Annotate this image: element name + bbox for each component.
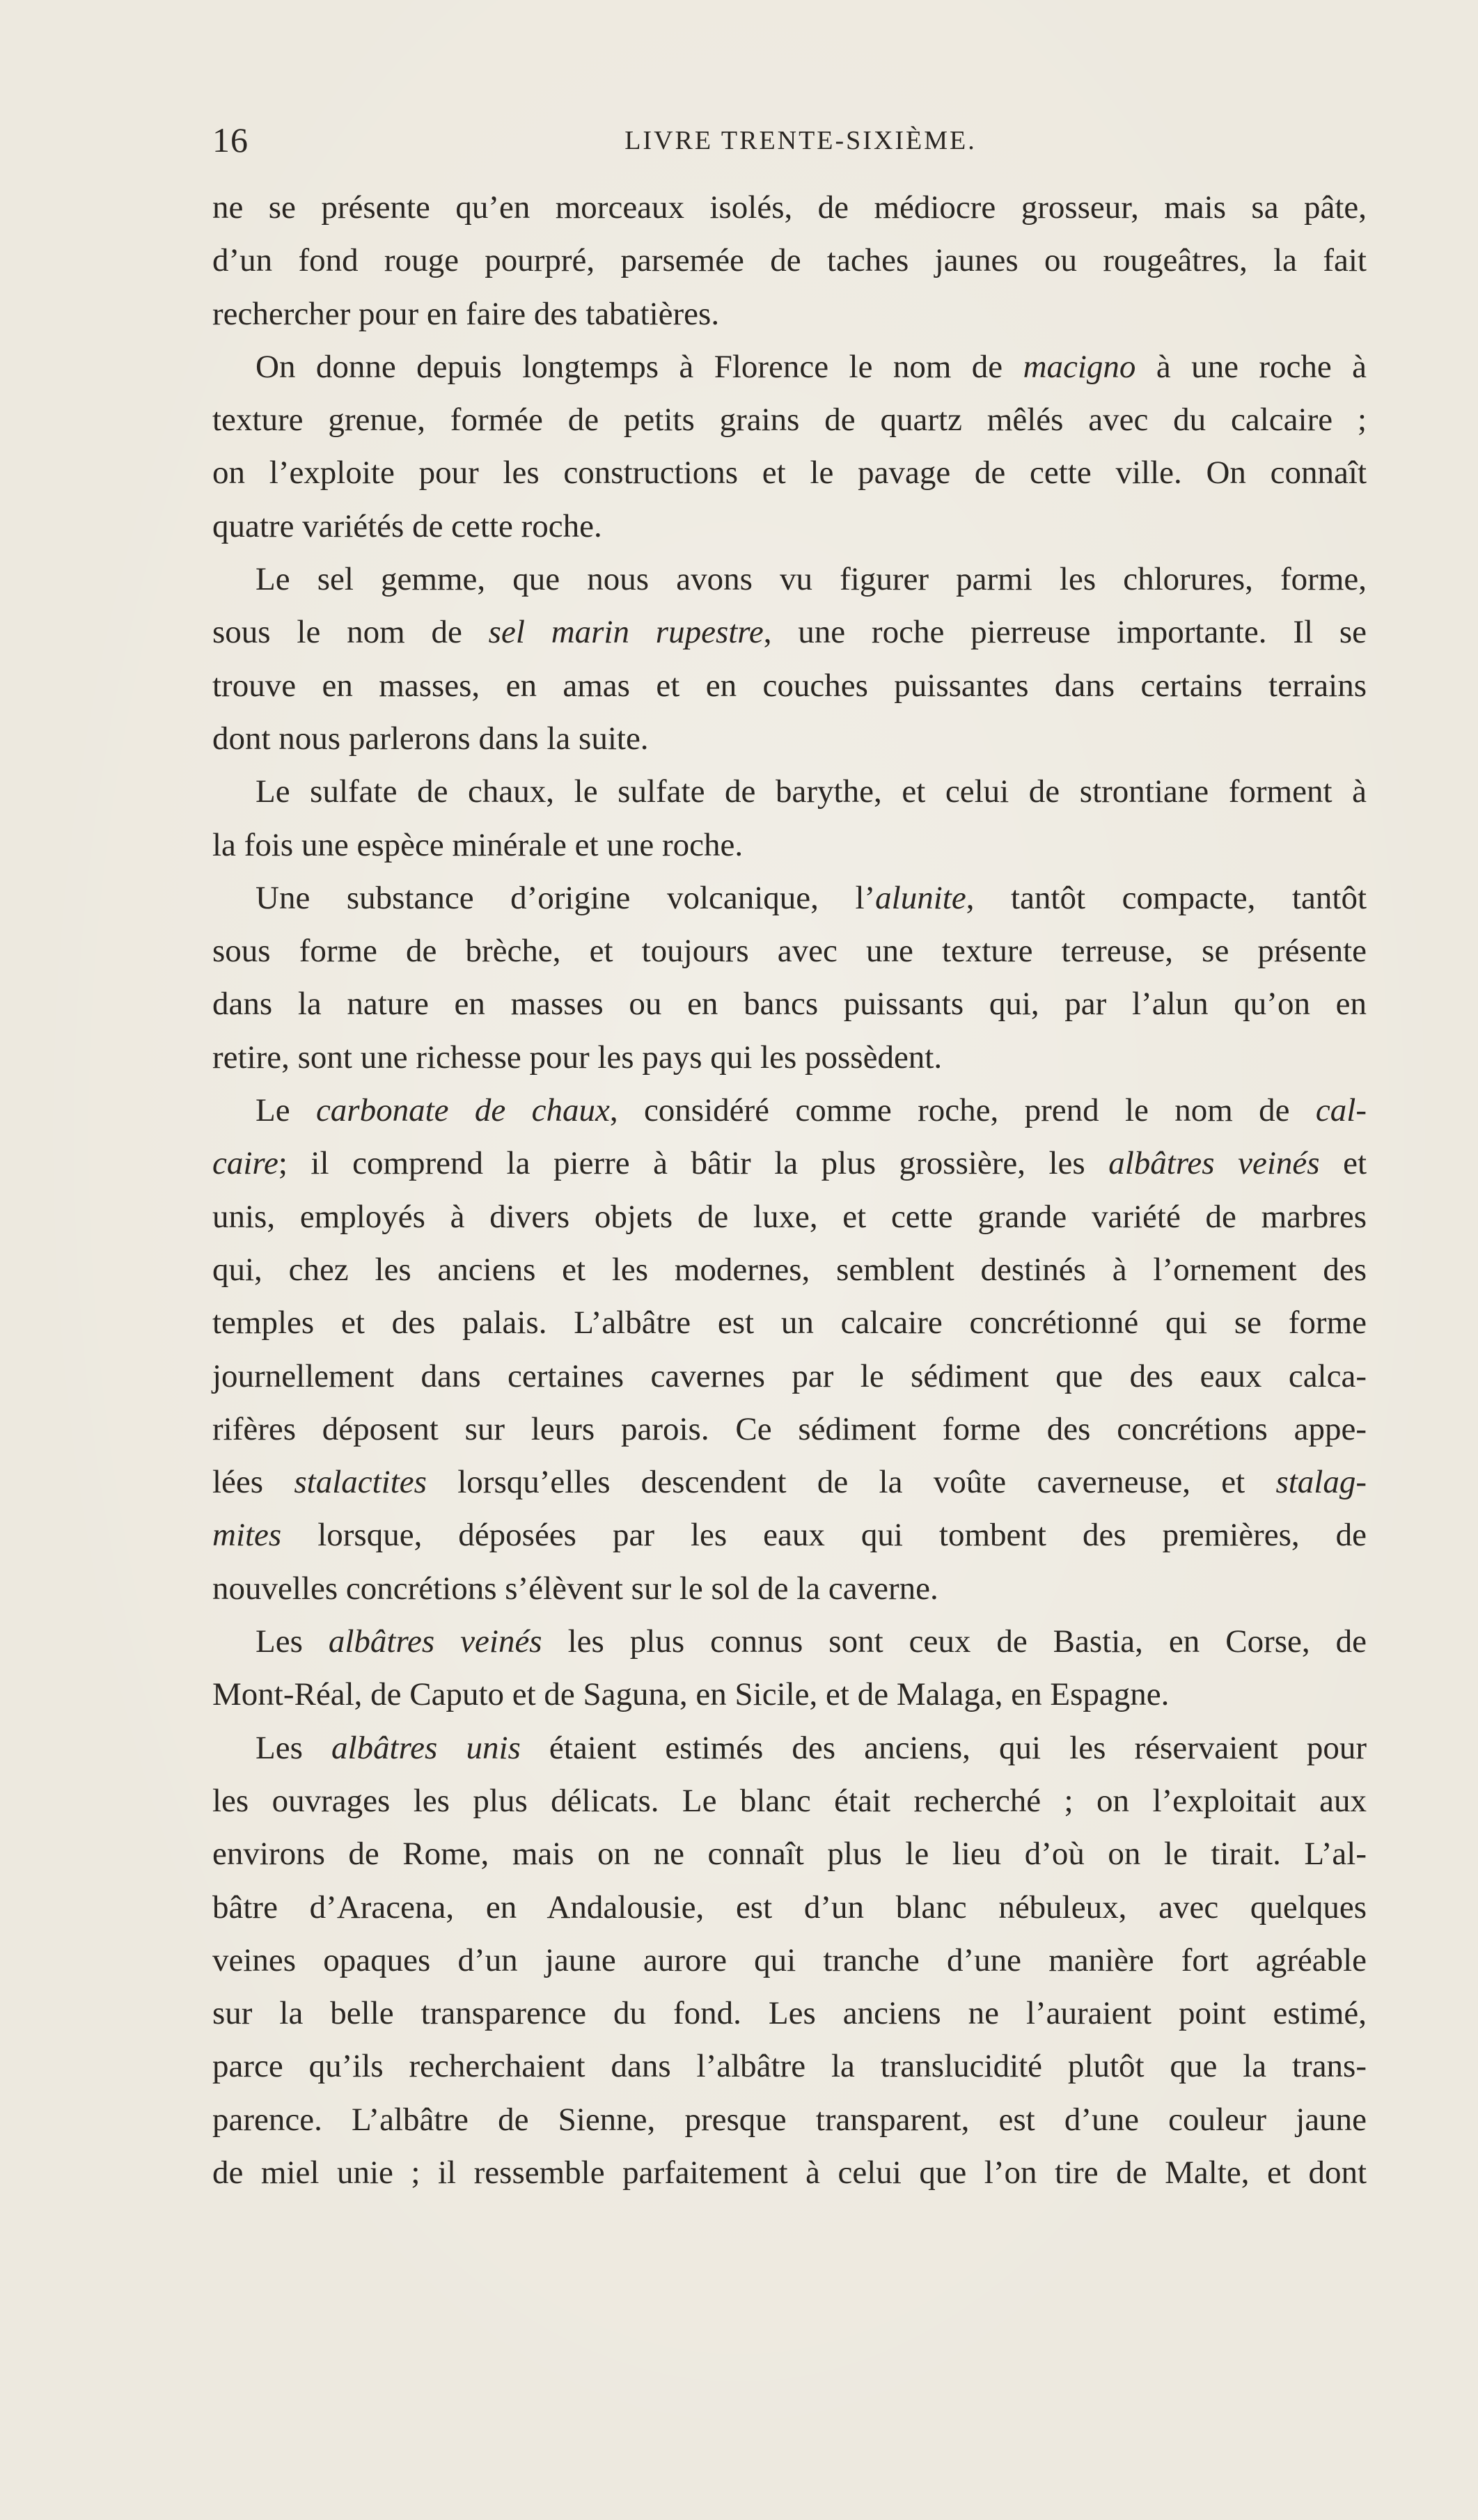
text-line: quatre variétés de cette roche. [212,507,602,544]
text-line: dans la nature en masses ou en bancs puissants qui, par l’alun qu’on en [212,986,1367,1023]
text-line: sous forme de brèche, et toujours avec une texture terreuse, se présente [212,933,1367,970]
text-line: caire; il comprend la pierre à bâtir la plus grossière, les albâtres veinés et [212,1145,1367,1182]
text-line: on l’exploite pour les constructions et le pavage de cette ville. On connaît [212,455,1367,491]
text-line: Le sel gemme, que nous avons vu figurer parmi les chlorures, forme, [255,561,1367,598]
text-line: mites lorsque, déposées par les eaux qui tombent des premières, de [212,1517,1367,1554]
text-line: Les albâtres veinés les plus connus sont ceux de Bastia, en Corse, de [255,1623,1367,1660]
text-line: temples et des palais. L’albâtre est un calcaire concrétionné qui se forme [212,1305,1367,1341]
text-line: d’un fond rouge pourpré, parsemée de taches jaunes ou rougeâtres, la fait [212,242,1367,279]
text-line: bâtre d’Aracena, en Andalousie, est d’un blanc nébuleux, avec quelques [212,1889,1367,1926]
text-body [212,181,1367,2199]
text-line: trouve en masses, en amas et en couches puissantes dans certains terrains [212,667,1367,704]
text-line: la fois une espèce minérale et une roche. [212,826,744,863]
text-line: journellement dans certaines cavernes par le sédiment que des eaux calca- [212,1357,1367,1394]
text-line: qui, chez les anciens et les modernes, semblent destinés à l’ornement des [212,1251,1367,1288]
text-line: parence. L’albâtre de Sienne, presque transparent, est d’une couleur jaune [212,2101,1367,2138]
running-head [212,120,1365,168]
text-line: ne se présente qu’en morceaux isolés, de médiocre grosseur, mais sa pâte, [212,189,1367,226]
page-number: 16 [212,120,249,159]
text-line: Le carbonate de chaux, considéré comme roche, prend le nom de cal- [255,1092,1367,1129]
text-line: Mont-Réal, de Caputo et de Saguna, en Sicile, et de Malaga, en Espagne. [212,1676,1170,1713]
text-line: sous le nom de sel marin rupestre, une roche pierreuse importante. Il se [212,614,1367,651]
text-line: Les albâtres unis étaient estimés des anciens, qui les réservaient pour [255,1729,1367,1766]
text-line: On donne depuis longtemps à Florence le nom de macigno à une roche à [255,348,1367,385]
text-line: rechercher pour en faire des tabatières. [212,295,720,332]
text-line: lées stalactites lorsqu’elles descendent de la voûte caverneuse, et stalag- [212,1464,1367,1501]
text-line: texture grenue, formée de petits grains de quartz mêlés avec du calcaire ; [212,402,1367,439]
text-line: environs de Rome, mais on ne connaît plus le lieu d’où on le tirait. L’al- [212,1836,1367,1873]
text-line: Une substance d’origine volcanique, l’alunite, tantôt compacte, tantôt [255,879,1367,916]
text-line: dont nous parlerons dans la suite. [212,720,649,757]
running-title: LIVRE TRENTE-SIXIÈME. [624,126,977,155]
text-line: Le sulfate de chaux, le sulfate de barythe, et celui de strontiane forment à [255,773,1367,810]
text-line: parce qu’ils recherchaient dans l’albâtre la translucidité plutôt que la trans- [212,2048,1367,2085]
text-line: les ouvrages les plus délicats. Le blanc était recherché ; on l’exploitait aux [212,1782,1367,1819]
text-line: sur la belle transparence du fond. Les anciens ne l’auraient point estimé, [212,1995,1367,2032]
text-line: unis, employés à divers objets de luxe, et cette grande variété de marbres [212,1198,1367,1235]
text-line: rifères déposent sur leurs parois. Ce sédiment forme des concrétions appe- [212,1410,1367,1447]
text-line: de miel unie ; il ressemble parfaitement à celui que l’on tire de Malte, et dont [212,2154,1367,2191]
text-line: nouvelles concrétions s’élèvent sur le sol de la caverne. [212,1570,938,1607]
text-line: veines opaques d’un jaune aurore qui tranche d’une manière fort agréable [212,1942,1367,1978]
text-line: retire, sont une richesse pour les pays qui les possèdent. [212,1039,943,1076]
